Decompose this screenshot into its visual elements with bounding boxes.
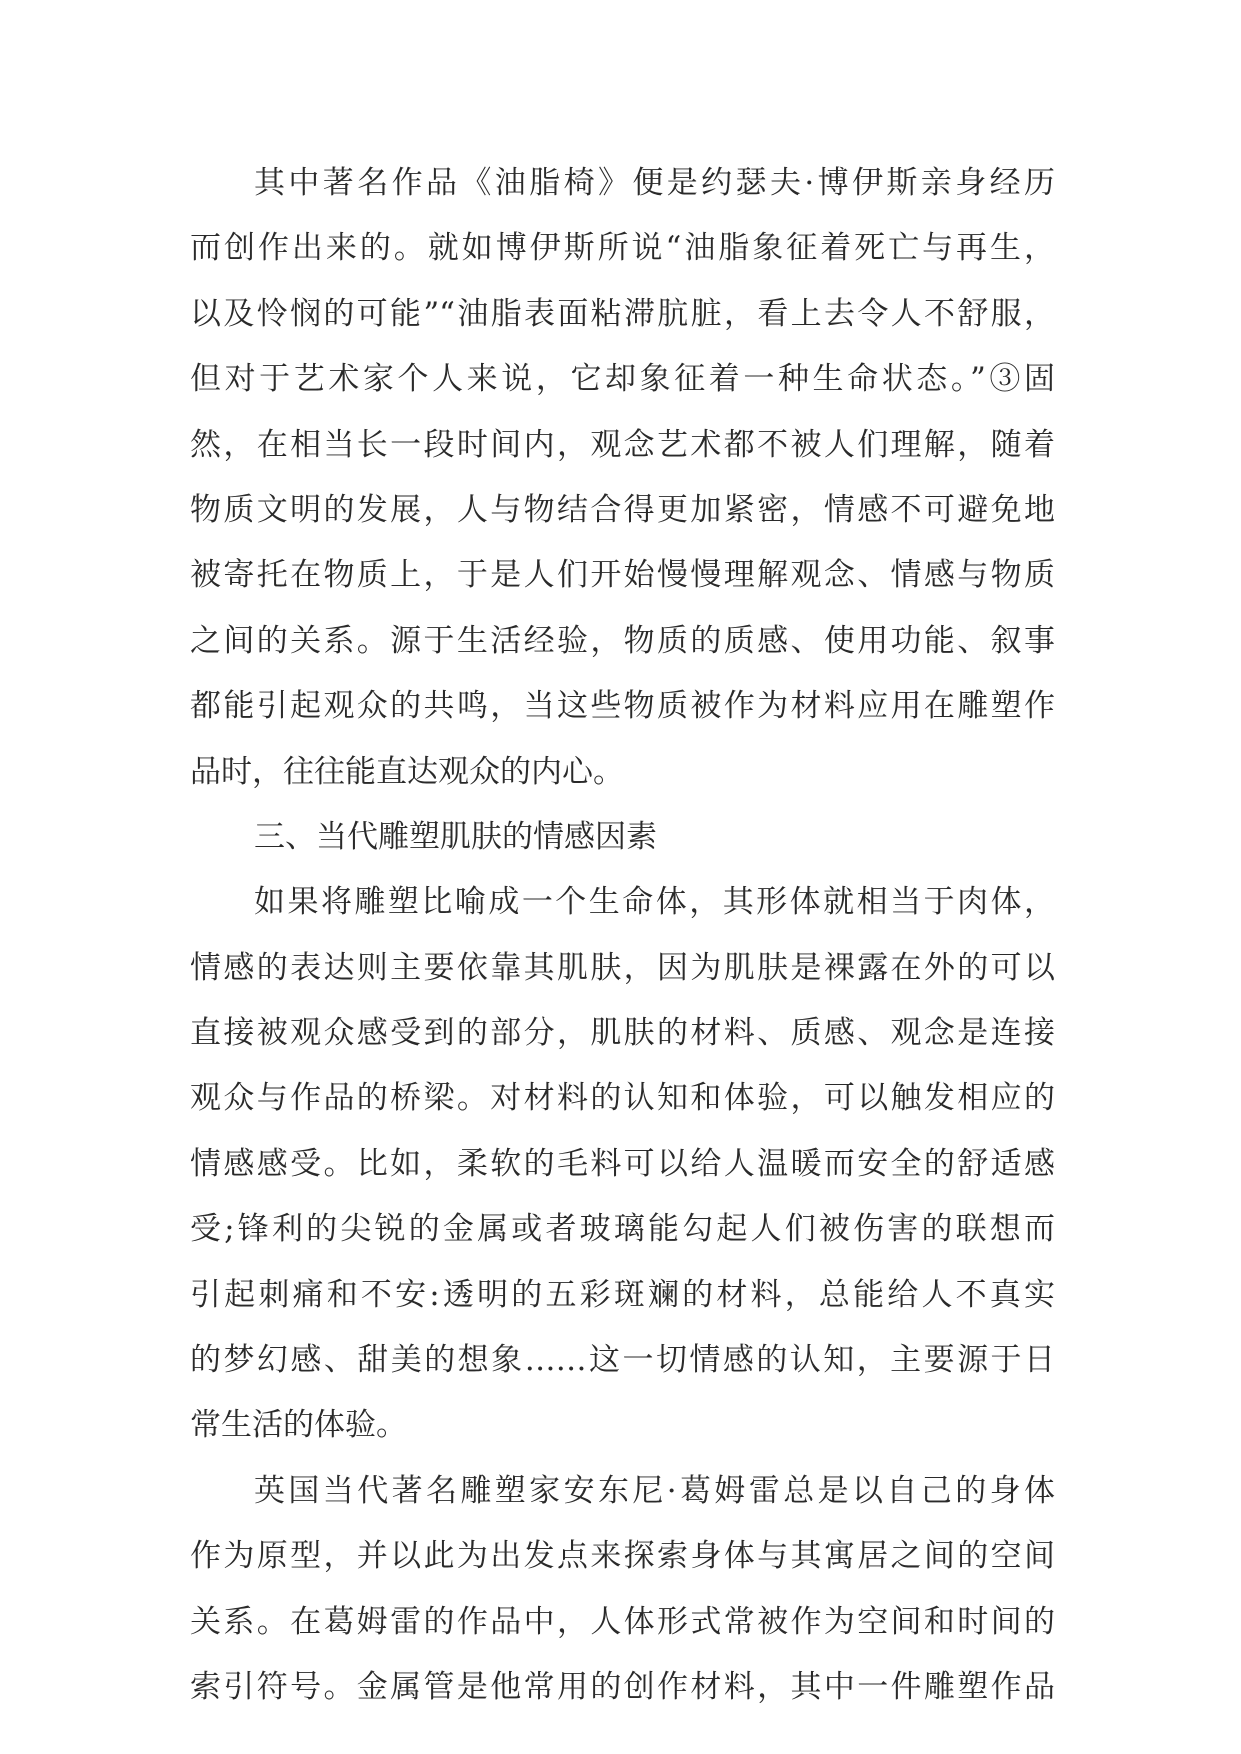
text-line: 物质文明的发展，人与物结合得更加紧密，情感不可避免地: [190, 491, 1055, 528]
text-line: 索引符号。金属管是他常用的创作材料，其中一件雕塑作品: [190, 1668, 1055, 1705]
paragraph-2: [190, 870, 1055, 1459]
text-line: 关系。在葛姆雷的作品中，人体形式常被作为空间和时间的: [190, 1603, 1055, 1640]
document-body: [190, 151, 1055, 1720]
paragraph-1: [190, 151, 1055, 805]
text-line: 受;锋利的尖锐的金属或者玻璃能勾起人们被伤害的联想而: [190, 1211, 1055, 1248]
section-heading: [190, 805, 1055, 870]
text-line: 情感的表达则主要依靠其肌肤，因为肌肤是裸露在外的可以: [190, 949, 1055, 986]
text-line: 观众与作品的桥梁。对材料的认知和体验，可以触发相应的: [190, 1080, 1055, 1117]
text-line: 直接被观众感受到的部分，肌肤的材料、质感、观念是连接: [190, 1015, 1055, 1052]
text-line: 而创作出来的。就如博伊斯所说“油脂象征着死亡与再生，: [190, 230, 1055, 267]
text-line: 的梦幻感、甜美的想象……这一切情感的认知，主要源于日: [190, 1342, 1055, 1379]
text-line: 以及怜悯的可能”“油脂表面粘滞肮脏，看上去令人不舒服，: [190, 295, 1055, 332]
paragraph-3: [190, 1459, 1055, 1721]
section-heading-text: 三、当代雕塑肌肤的情感因素: [254, 818, 657, 855]
text-line: 然，在相当长一段时间内，观念艺术都不被人们理解，随着: [190, 426, 1055, 463]
text-line: 但对于艺术家个人来说，它却象征着一种生命状态。”③固: [190, 361, 1055, 398]
text-line: 之间的关系。源于生活经验，物质的质感、使用功能、叙事: [190, 622, 1055, 659]
text-line: 作为原型，并以此为出发点来探索身体与其寓居之间的空间: [190, 1538, 1055, 1575]
text-line: 常生活的体验。: [190, 1407, 407, 1444]
text-line: 如果将雕塑比喻成一个生命体，其形体就相当于肉体，: [254, 884, 1055, 921]
text-line: 其中著名作品《油脂椅》便是约瑟夫·博伊斯亲身经历: [254, 165, 1055, 201]
text-line: 英国当代著名雕塑家安东尼·葛姆雷总是以自己的身体: [254, 1472, 1055, 1509]
text-line: 都能引起观众的共鸣，当这些物质被作为材料应用在雕塑作: [190, 688, 1055, 725]
text-line: 被寄托在物质上，于是人们开始慢慢理解观念、情感与物质: [190, 557, 1055, 594]
text-line: 情感感受。比如，柔软的毛料可以给人温暖而安全的舒适感: [190, 1145, 1055, 1182]
text-line: 引起刺痛和不安:透明的五彩斑斓的材料，总能给人不真实: [190, 1276, 1055, 1313]
text-line: 品时，往往能直达观众的内心。: [190, 753, 624, 790]
